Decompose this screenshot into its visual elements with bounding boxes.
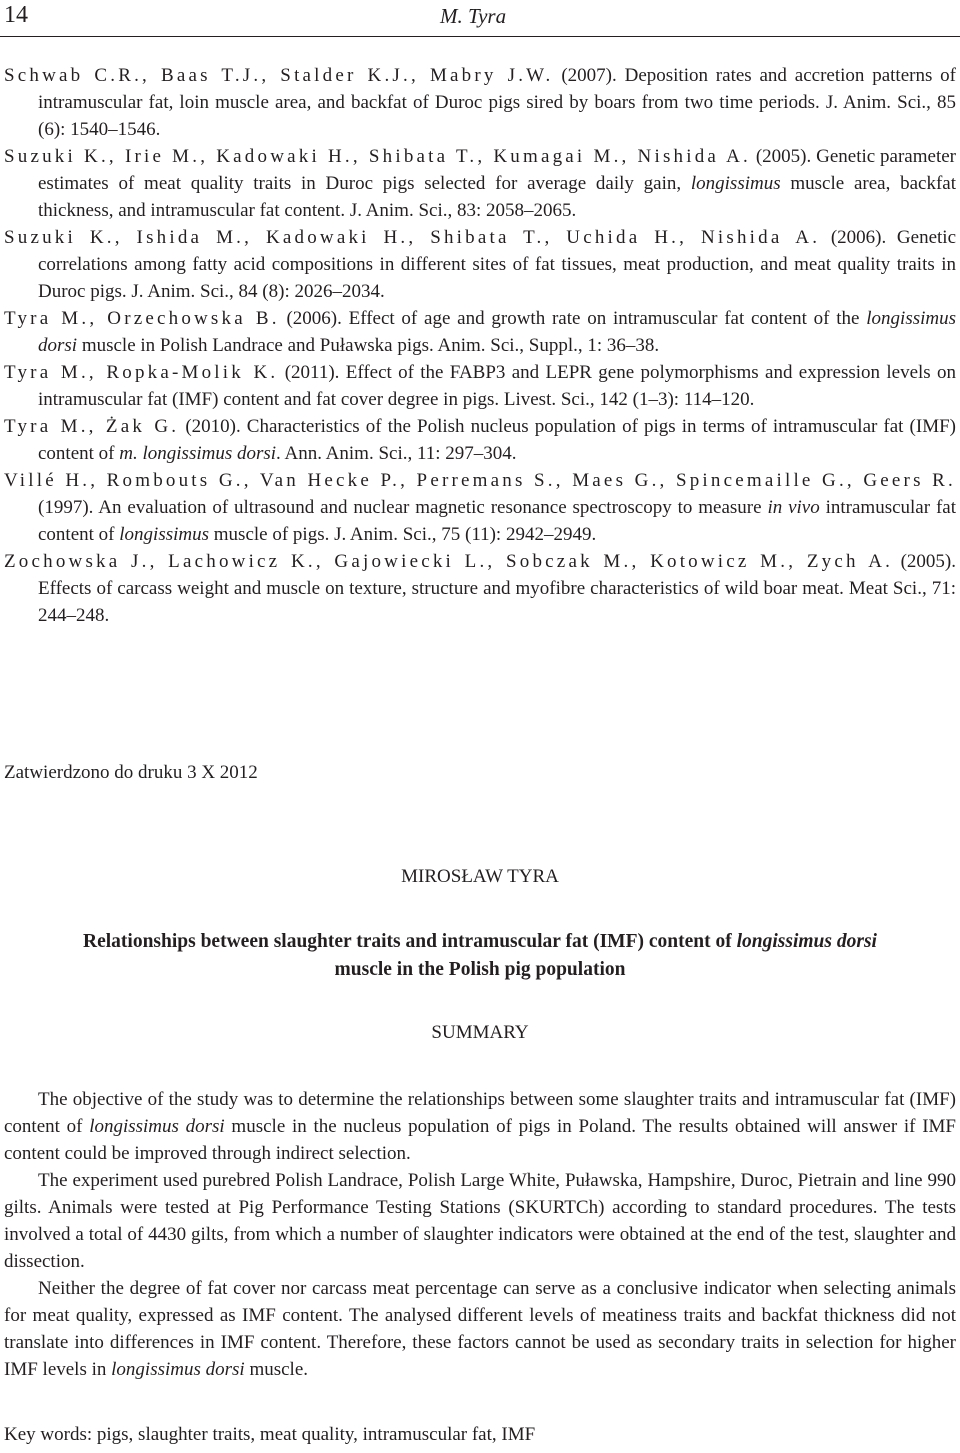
reference-item (4, 224, 956, 305)
reference-text: (2011). Effect of the FABP3 and LEPR gene polymorphisms and expression levels on intramuscular fat (IMF) content and fat cover degree in pigs. Livest. Sci., 142 (1–3): 114–120. (38, 362, 957, 410)
keywords: Key words: pigs, slaughter traits, meat quality, intramuscular fat, IMF (4, 1424, 536, 1445)
reference-text: muscle area, backfat thickness, and intramuscular fat content. J. Anim. Sci., 83: 2058–2065. (38, 173, 957, 221)
reference-authors: Suzuki K., Irie M., Kadowaki H., Shibata T., Kumagai M., Nishida A. (4, 146, 751, 167)
summary-title (0, 928, 960, 984)
reference-authors: Tyra M., Orzechowska B. (4, 308, 280, 329)
reference-authors: Tyra M., Ropka-Molik K. (4, 362, 279, 383)
summary-heading: SUMMARY (431, 1022, 529, 1043)
header-rule (0, 36, 960, 37)
reference-authors: Suzuki K., Ishida M., Kadowaki H., Shibata T., Uchida H., Nishida A. (4, 227, 821, 248)
reference-item (4, 359, 956, 413)
title-italic: longissimus dorsi (736, 931, 877, 952)
reference-authors: Villé H., Rombouts G., Van Hecke P., Perremans S., Maes G., Spincemaille G., Geers R. (4, 470, 956, 491)
reference-text: intramuscular fat content of (38, 497, 956, 545)
title-text: Relationships between slaughter traits and intramuscular fat (IMF) content of (83, 931, 737, 952)
paragraph-text: The objective of the study was to determine the relationships between some slaughter traits and intramuscular fat (IMF) content of (4, 1089, 956, 1137)
reference-text: (2006). Genetic correlations among fatty acid compositions in different sites of fat tissues, meat production, and meat quality traits in Duroc pigs. J. Anim. Sci., 84 (8): 2026–2034. (38, 227, 957, 302)
reference-italic: longissimus dorsi (38, 308, 957, 356)
reference-text: (2005). Genetic parameter estimates of meat quality traits in Duroc pigs selected for average daily gain, (38, 146, 956, 194)
reference-italic: in vivo (767, 497, 820, 518)
summary-body (4, 1086, 956, 1383)
reference-item (4, 467, 956, 548)
reference-text: . Ann. Anim. Sci., 11: 297–304. (276, 443, 517, 464)
page-number: 14 (4, 2, 28, 28)
reference-item (4, 62, 956, 143)
paragraph-italic: longissimus dorsi (111, 1359, 245, 1380)
reference-authors: Schwab C.R., Baas T.J., Stalder K.J., Mabry J.W. (4, 65, 554, 86)
reference-italic: longissimus (690, 173, 781, 194)
reference-text: (2007). Deposition rates and accretion patterns of intramuscular fat, loin muscle area, and backfat of Duroc pigs sired by boars from two time periods. J. Anim. Sci., 85 (6): 1540–1546. (38, 65, 957, 140)
paragraph-text: muscle in the nucleus population of pigs in Poland. The results obtained will answer if IMF content could be improved through indirect selection. (4, 1116, 956, 1164)
summary-paragraph (4, 1086, 956, 1167)
reference-text: muscle of pigs. J. Anim. Sci., 75 (11): 2942–2949. (209, 524, 597, 545)
reference-item (4, 548, 956, 629)
reference-item (4, 305, 956, 359)
reference-italic: m. longissimus dorsi (119, 443, 277, 464)
summary-author: MIROSŁAW TYRA (401, 866, 559, 887)
summary-paragraph (4, 1275, 956, 1383)
reference-text: muscle in Polish Landrace and Puławska pigs. Anim. Sci., Suppl., 1: 36–38. (77, 335, 660, 356)
paragraph-text: Neither the degree of fat cover nor carcass meat percentage can serve as a conclusive indicator when selecting animals for meat quality, expressed as IMF content. The analysed different levels of meatiness traits and backfat thickness did not translate into differences in IMF content. Therefore, these factors cannot be used as secondary traits in selection for higher IMF levels in (4, 1278, 956, 1380)
reference-authors: Tyra M., Żak G. (4, 416, 180, 437)
paragraph-italic: longissimus dorsi (89, 1116, 225, 1137)
page-header (0, 0, 960, 32)
reference-text: (1997). An evaluation of ultrasound and nuclear magnetic resonance spectroscopy to measure (38, 497, 768, 518)
reference-item (4, 413, 956, 467)
reference-authors: Zochowska J., Lachowicz K., Gajowiecki L., Sobczak M., Kotowicz M., Zych A. (4, 551, 894, 572)
summary-paragraph: The experiment used purebred Polish Landrace, Polish Large White, Puławska, Hampshire, Duroc, Pietrain and line 990 gilts. Animals were tested at Pig Performance Testing Stations (SKURTCh) according to standard procedures. The tests involved a total of 4430 gilts, from which a number of slaughter indicators were obtained at the end of the test, slaughter and dissection. (4, 1170, 956, 1272)
paragraph-text: muscle. (244, 1359, 309, 1380)
reference-list (4, 62, 956, 629)
approval-note: Zatwierdzono do druku 3 X 2012 (4, 762, 258, 783)
reference-item (4, 143, 956, 224)
reference-italic: longissimus (119, 524, 210, 545)
reference-text: (2006). Effect of age and growth rate on intramuscular fat content of the (286, 308, 867, 329)
running-head: M. Tyra (440, 4, 507, 28)
reference-text: (2010). Characteristics of the Polish nucleus population of pigs in terms of intramuscular fat (IMF) content of (38, 416, 956, 464)
title-text: muscle in the Polish pig population (334, 959, 626, 980)
reference-text: (2005). Effects of carcass weight and muscle on texture, structure and myofibre characteristics of wild boar meat. Meat Sci., 71: 244–248. (38, 551, 956, 626)
